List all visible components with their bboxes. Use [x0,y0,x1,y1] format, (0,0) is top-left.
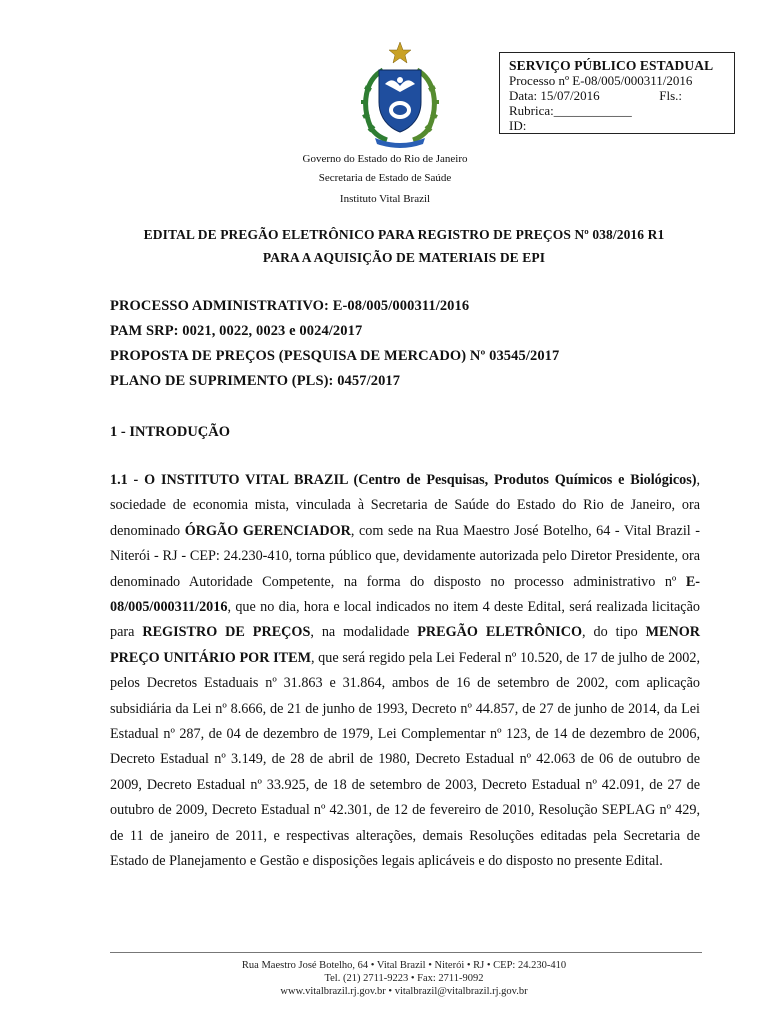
para-bold-orgao: ÓRGÃO GERENCIADOR [184,522,351,539]
para-text-2: , com sede na Rua Maestro José Botelho, 64 - Vital Brazil - Niterói - RJ - CEP: 24.230-410, torna público que, devidamente autorizada pelo Diretor Presidente, ora denominado Autoridade Competente, na forma do disposto no processo administrativo nº [110,522,700,590]
edital-title-line-1: EDITAL DE PREGÃO ELETRÔNICO PARA REGISTRO DE PREÇOS Nº 038/2016 R1 [143,227,665,242]
para-text-5: , do tipo [582,624,646,641]
para-text-1: , sociedade de economia mista, vinculada à Secretaria de Saúde do Estado do Rio de Janeiro, ora denominado [110,472,700,539]
para-text-6: , que será regido pela Lei Federal nº 10.520, de 17 de julho de 2002, pelos Decretos Estaduais nº 31.863 e 31.864, ambos de 16 de setembro de 2002, com aplicação subsidiária da Lei nº 8.666, de 21 de junho de 1993, Decreto nº 44.857, de 27 de junho de 2014, da Lei Estadual nº 287, de 04 de dezembro de 1979, Lei Complementar nº 123, de 14 de dezembro de 2006, Decreto Estadual nº 3.149, de 28 de abril de 1980, Decreto Estadual nº 42.063 de 06 de outubro de 2009, Decreto Estadual nº 33.925, de 18 de setembro de 2003, Decreto Estadual nº 42.091, de 27 de outubro de 2009, Decreto Estadual nº 42.301, de 12 de fevereiro de 2010, Resolução SEPLAG nº 429, de 11 de janeiro de 2011, e respectivas alterações, demais Resoluções editadas pela Secretaria de Estado de Planejamento e Gestão e disposições legais aplicáveis e do disposto no presente Edital. [110,649,700,870]
section-heading: 1 - INTRODUÇÃO [110,424,231,440]
instituto-line: Instituto Vital Brazil [339,193,431,205]
para-bold-process: E-08/005/000311/2016 [110,573,700,616]
footer-phone: Tel. (21) 2711-9223 • Fax: 2711-9092 [324,973,484,984]
para-text-4: , na modalidade [310,624,418,641]
stamp-title: SERVIÇO PÚBLICO ESTADUAL [509,58,714,73]
stamp-rubrica: Rubrica:____________ [509,103,632,118]
proposta-precos: PROPOSTA DE PREÇOS (PESQUISA DE MERCADO) Nº 03545/2017 [110,348,560,364]
processo-administrativo: PROCESSO ADMINISTRATIVO: E-08/005/000311/2016 [110,298,470,314]
para-text-3: , que no dia, hora e local indicados no item 4 deste Edital, será realizada licitação para [110,599,700,641]
stamp-process: Processo nº E-08/005/000311/2016 [509,73,693,88]
footer-address: Rua Maestro José Botelho, 64 • Vital Brazil • Niterói • RJ • CEP: 24.230-410 [241,960,567,971]
para-bold-pregao: PREGÃO ELETRÔNICO [417,624,583,641]
footer-web: www.vitalbrazil.rj.gov.br • vitalbrazil@vitalbrazil.rj.gov.br [280,986,528,997]
public-service-stamp [499,52,735,134]
plano-suprimento: PLANO DE SUPRIMENTO (PLS): 0457/2017 [110,373,401,389]
stamp-id: ID: [509,118,527,133]
coat-of-arms-emblem [355,40,445,148]
edital-title-line-2: PARA A AQUISIÇÃO DE MATERIAIS DE EPI [262,250,546,265]
para-bold-menor-preco: MENOR PREÇO UNITÁRIO POR ITEM [110,624,700,666]
secretaria-line: Secretaria de Estado de Saúde [318,172,452,184]
stamp-date: Data: 15/07/2016 [509,88,600,103]
para-bold-registro: REGISTRO DE PREÇOS [142,624,311,641]
intro-paragraph [110,468,700,875]
gov-line: Governo do Estado do Rio de Janeiro [302,153,468,165]
footer-divider [110,952,702,953]
para-bold-lead: 1.1 - O INSTITUTO VITAL BRAZIL (Centro de Pesquisas, Produtos Químicos e Biológicos) [110,472,697,488]
stamp-fls: Fls.: [659,88,682,103]
pam-srp: PAM SRP: 0021, 0022, 0023 e 0024/2017 [110,323,363,339]
